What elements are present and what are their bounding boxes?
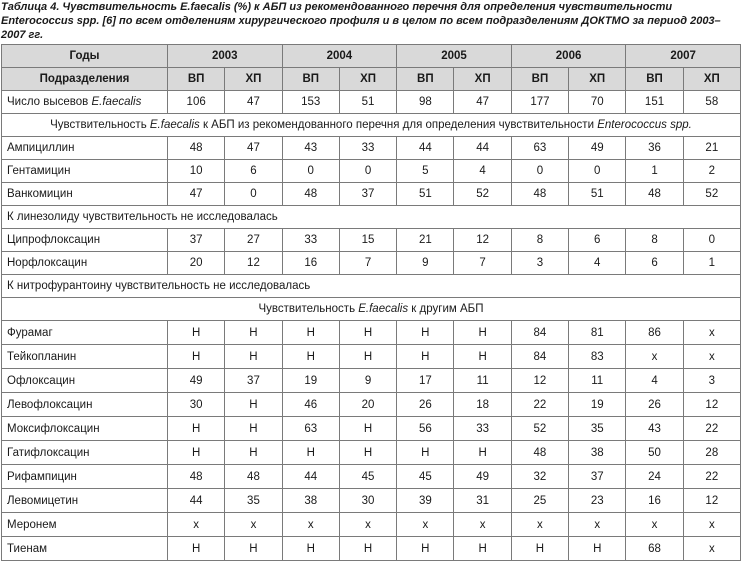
table-cell: 19 xyxy=(569,393,626,417)
table-cell: 4 xyxy=(626,369,683,393)
table-cell: х xyxy=(626,345,683,369)
table-cell: 35 xyxy=(569,417,626,441)
table-cell: Н xyxy=(339,345,396,369)
table-cell: 63 xyxy=(511,137,568,160)
drug-name: Левомицетин xyxy=(2,489,168,513)
table-row xyxy=(2,393,741,417)
table-cell: 43 xyxy=(282,137,339,160)
table-cell: 5 xyxy=(397,160,454,183)
section1-middle: к АБП из рекомендованного перечня для определения чувствительности xyxy=(199,119,598,131)
table-cell: 23 xyxy=(569,489,626,513)
table-cell: Н xyxy=(397,537,454,561)
table-cell: х xyxy=(454,513,511,537)
table-cell: 26 xyxy=(626,393,683,417)
header-years-row xyxy=(2,45,741,68)
table-cell: х xyxy=(339,513,396,537)
table-cell: Н xyxy=(168,417,225,441)
table-cell: 58 xyxy=(683,91,740,114)
header-types-row xyxy=(2,68,741,91)
table-cell: 49 xyxy=(168,369,225,393)
year-header: 2003 xyxy=(168,45,283,68)
table-cell: 12 xyxy=(511,369,568,393)
table-cell: Н xyxy=(339,417,396,441)
table-cell: 51 xyxy=(339,91,396,114)
drug-name: Левофлоксацин xyxy=(2,393,168,417)
table-cell: 20 xyxy=(168,252,225,275)
table-cell: х xyxy=(683,345,740,369)
table-cell: Н xyxy=(511,537,568,561)
table-row xyxy=(2,489,741,513)
table-cell: 19 xyxy=(282,369,339,393)
table-cell: 32 xyxy=(511,465,568,489)
table-cell: 1 xyxy=(683,252,740,275)
table-cell: 47 xyxy=(225,91,282,114)
table-cell: 47 xyxy=(225,137,282,160)
table-cell: 45 xyxy=(339,465,396,489)
table-cell: 48 xyxy=(225,465,282,489)
table-cell: 1 xyxy=(626,160,683,183)
table-cell: 12 xyxy=(683,393,740,417)
vp-header: ВП xyxy=(168,68,225,91)
table-cell: 47 xyxy=(168,183,225,206)
table-cell: 26 xyxy=(397,393,454,417)
table-cell: Н xyxy=(454,321,511,345)
section-other-title xyxy=(2,298,741,321)
table-cell: 0 xyxy=(225,183,282,206)
table-cell: 36 xyxy=(626,137,683,160)
vp-header: ВП xyxy=(282,68,339,91)
table-cell: 12 xyxy=(225,252,282,275)
table-cell: 10 xyxy=(168,160,225,183)
table-cell: Н xyxy=(454,441,511,465)
table-cell: 39 xyxy=(397,489,454,513)
table-cell: 28 xyxy=(683,441,740,465)
table-cell: 9 xyxy=(339,369,396,393)
table-cell: 37 xyxy=(168,229,225,252)
table-cell: 33 xyxy=(454,417,511,441)
table-cell: 8 xyxy=(511,229,568,252)
table-cell: Н xyxy=(168,441,225,465)
table-cell: 21 xyxy=(397,229,454,252)
table-row xyxy=(2,160,741,183)
table-cell: 27 xyxy=(225,229,282,252)
table-cell: Н xyxy=(225,537,282,561)
table-cell: х xyxy=(511,513,568,537)
table-cell: Н xyxy=(569,537,626,561)
table-cell: 68 xyxy=(626,537,683,561)
table-caption: Таблица 4. Чувствительность E.faecalis (%) к АБП из рекомендованного перечня для определения чувствительности Enterococcus spp. [6] по всем отделениям хирургического профиля и в целом по всем подразделениям ДОКТМО за период 2003–2007 гг. xyxy=(1,1,721,41)
table-cell: 37 xyxy=(225,369,282,393)
drug-name: Ампициллин xyxy=(2,137,168,160)
table-cell: 44 xyxy=(397,137,454,160)
drug-name: Гатифлоксацин xyxy=(2,441,168,465)
table-cell: 81 xyxy=(569,321,626,345)
table-cell: Н xyxy=(397,321,454,345)
table-cell: 30 xyxy=(339,489,396,513)
drug-name: Фурамаг xyxy=(2,321,168,345)
table-cell: х xyxy=(683,321,740,345)
table-cell: 48 xyxy=(282,183,339,206)
hp-header: ХП xyxy=(454,68,511,91)
drug-name: Меронем xyxy=(2,513,168,537)
table-cell: 84 xyxy=(511,321,568,345)
table-row xyxy=(2,465,741,489)
table-cell: 48 xyxy=(168,137,225,160)
seeding-label xyxy=(2,91,168,114)
seeding-label-species: E.faecalis xyxy=(91,96,142,108)
table-cell: 9 xyxy=(397,252,454,275)
table-cell: 4 xyxy=(569,252,626,275)
table-cell: 33 xyxy=(339,137,396,160)
vp-header: ВП xyxy=(511,68,568,91)
table-cell: х xyxy=(626,513,683,537)
divisions-header: Подразделения xyxy=(2,68,168,91)
table-cell: 22 xyxy=(511,393,568,417)
table-cell: Н xyxy=(282,537,339,561)
table-cell: Н xyxy=(397,441,454,465)
drug-name: Ванкомицин xyxy=(2,183,168,206)
table-cell: 153 xyxy=(282,91,339,114)
table-row xyxy=(2,417,741,441)
table-cell: 56 xyxy=(397,417,454,441)
seeding-label-prefix: Число высевов xyxy=(7,96,92,108)
section1-genus: Enterococcus spp. xyxy=(597,119,692,131)
table-cell: 37 xyxy=(339,183,396,206)
table-cell: х xyxy=(225,513,282,537)
table-cell: 49 xyxy=(569,137,626,160)
table-cell: Н xyxy=(225,417,282,441)
section1-species: E.faecalis xyxy=(149,119,200,131)
table-cell: Н xyxy=(339,441,396,465)
table-cell: 48 xyxy=(511,183,568,206)
table-row xyxy=(2,252,741,275)
section-recommended-row xyxy=(2,114,741,137)
table-cell: 83 xyxy=(569,345,626,369)
table-cell: 33 xyxy=(282,229,339,252)
table-cell: Н xyxy=(339,537,396,561)
table-cell: 0 xyxy=(569,160,626,183)
table-cell: 15 xyxy=(339,229,396,252)
table-row xyxy=(2,345,741,369)
table-cell: 20 xyxy=(339,393,396,417)
table-cell: 48 xyxy=(168,465,225,489)
hp-header: ХП xyxy=(683,68,740,91)
table-cell: 12 xyxy=(454,229,511,252)
table-cell: х xyxy=(282,513,339,537)
table-cell: 16 xyxy=(282,252,339,275)
table-cell: 17 xyxy=(397,369,454,393)
table-cell: Н xyxy=(282,441,339,465)
table-cell: 11 xyxy=(569,369,626,393)
table-row xyxy=(2,537,741,561)
section2-species: E.faecalis xyxy=(358,303,409,315)
table-cell: 0 xyxy=(683,229,740,252)
table-row xyxy=(2,137,741,160)
drug-name: Норфлоксацин xyxy=(2,252,168,275)
table-cell: 8 xyxy=(626,229,683,252)
table-cell: 51 xyxy=(569,183,626,206)
table-cell: 35 xyxy=(225,489,282,513)
table-cell: 47 xyxy=(454,91,511,114)
table-cell: Н xyxy=(454,537,511,561)
table-row xyxy=(2,513,741,537)
table-row xyxy=(2,441,741,465)
table-cell: 30 xyxy=(168,393,225,417)
hp-header: ХП xyxy=(339,68,396,91)
table-cell: 106 xyxy=(168,91,225,114)
hp-header: ХП xyxy=(225,68,282,91)
table-cell: Н xyxy=(225,321,282,345)
table-cell: 48 xyxy=(626,183,683,206)
year-header: 2006 xyxy=(511,45,626,68)
table-cell: Н xyxy=(225,345,282,369)
table-cell: 22 xyxy=(683,465,740,489)
table-cell: Н xyxy=(225,441,282,465)
table-cell: 51 xyxy=(397,183,454,206)
table-cell: 21 xyxy=(683,137,740,160)
table-cell: 49 xyxy=(454,465,511,489)
note-linezolid-row xyxy=(2,206,741,229)
table-row xyxy=(2,321,741,345)
table-cell: 84 xyxy=(511,345,568,369)
drug-name: Моксифлоксацин xyxy=(2,417,168,441)
table-cell: 0 xyxy=(282,160,339,183)
table-cell: 44 xyxy=(282,465,339,489)
table-cell: 7 xyxy=(339,252,396,275)
table-cell: 44 xyxy=(168,489,225,513)
table-cell: 52 xyxy=(683,183,740,206)
table-row xyxy=(2,183,741,206)
table-cell: 3 xyxy=(511,252,568,275)
note-nitrofurantoin-row xyxy=(2,275,741,298)
table-cell: 45 xyxy=(397,465,454,489)
table-cell: 2 xyxy=(683,160,740,183)
table-cell: Н xyxy=(168,537,225,561)
table-cell: 7 xyxy=(454,252,511,275)
table-cell: Н xyxy=(225,393,282,417)
table-cell: 12 xyxy=(683,489,740,513)
table-cell: Н xyxy=(339,321,396,345)
table-cell: 63 xyxy=(282,417,339,441)
table-cell: 43 xyxy=(626,417,683,441)
table-cell: Н xyxy=(397,345,454,369)
year-header: 2004 xyxy=(282,45,397,68)
table-cell: х xyxy=(683,537,740,561)
table-cell: 177 xyxy=(511,91,568,114)
table-cell: 6 xyxy=(626,252,683,275)
table-cell: 4 xyxy=(454,160,511,183)
drug-name: Рифампицин xyxy=(2,465,168,489)
table-cell: 25 xyxy=(511,489,568,513)
drug-name: Тиенам xyxy=(2,537,168,561)
drug-name: Офлоксацин xyxy=(2,369,168,393)
year-header: 2007 xyxy=(626,45,741,68)
drug-name: Гентамицин xyxy=(2,160,168,183)
sensitivity-table xyxy=(1,44,741,561)
table-cell: 38 xyxy=(282,489,339,513)
table-cell: х xyxy=(397,513,454,537)
table-cell: Н xyxy=(282,345,339,369)
section1-prefix: Чувствительность xyxy=(50,119,150,131)
table-cell: 16 xyxy=(626,489,683,513)
section2-prefix: Чувствительность xyxy=(258,303,359,315)
table-cell: Н xyxy=(282,321,339,345)
table-cell: 24 xyxy=(626,465,683,489)
table-cell: 151 xyxy=(626,91,683,114)
table-cell: 22 xyxy=(683,417,740,441)
table-cell: 3 xyxy=(683,369,740,393)
note-nitrofurantoin: К нитрофурантоину чувствительность не исследовалась xyxy=(2,275,741,298)
table-cell: х xyxy=(683,513,740,537)
table-cell: 52 xyxy=(511,417,568,441)
table-cell: 37 xyxy=(569,465,626,489)
seeding-row xyxy=(2,91,741,114)
table-cell: Н xyxy=(168,345,225,369)
note-linezolid: К линезолиду чувствительность не исследовалась xyxy=(2,206,741,229)
section-other-row xyxy=(2,298,741,321)
table-cell: 44 xyxy=(454,137,511,160)
table-cell: 6 xyxy=(225,160,282,183)
table-cell: 50 xyxy=(626,441,683,465)
table-cell: 98 xyxy=(397,91,454,114)
vp-header: ВП xyxy=(626,68,683,91)
table-cell: 0 xyxy=(339,160,396,183)
table-cell: х xyxy=(168,513,225,537)
table-cell: 86 xyxy=(626,321,683,345)
table-cell: 31 xyxy=(454,489,511,513)
table-cell: Н xyxy=(454,345,511,369)
table-cell: 48 xyxy=(511,441,568,465)
table-cell: 46 xyxy=(282,393,339,417)
table-cell: 0 xyxy=(511,160,568,183)
table-cell: х xyxy=(569,513,626,537)
table-cell: 52 xyxy=(454,183,511,206)
table-row xyxy=(2,229,741,252)
years-header: Годы xyxy=(2,45,168,68)
drug-name: Ципрофлоксацин xyxy=(2,229,168,252)
table-cell: Н xyxy=(168,321,225,345)
table-cell: 18 xyxy=(454,393,511,417)
table-cell: 70 xyxy=(569,91,626,114)
hp-header: ХП xyxy=(569,68,626,91)
drug-name: Тейкопланин xyxy=(2,345,168,369)
table-cell: 6 xyxy=(569,229,626,252)
table-cell: 38 xyxy=(569,441,626,465)
table-row xyxy=(2,369,741,393)
section-recommended-title xyxy=(2,114,741,137)
section2-suffix: к другим АБП xyxy=(408,303,484,315)
year-header: 2005 xyxy=(397,45,512,68)
vp-header: ВП xyxy=(397,68,454,91)
table-cell: 11 xyxy=(454,369,511,393)
